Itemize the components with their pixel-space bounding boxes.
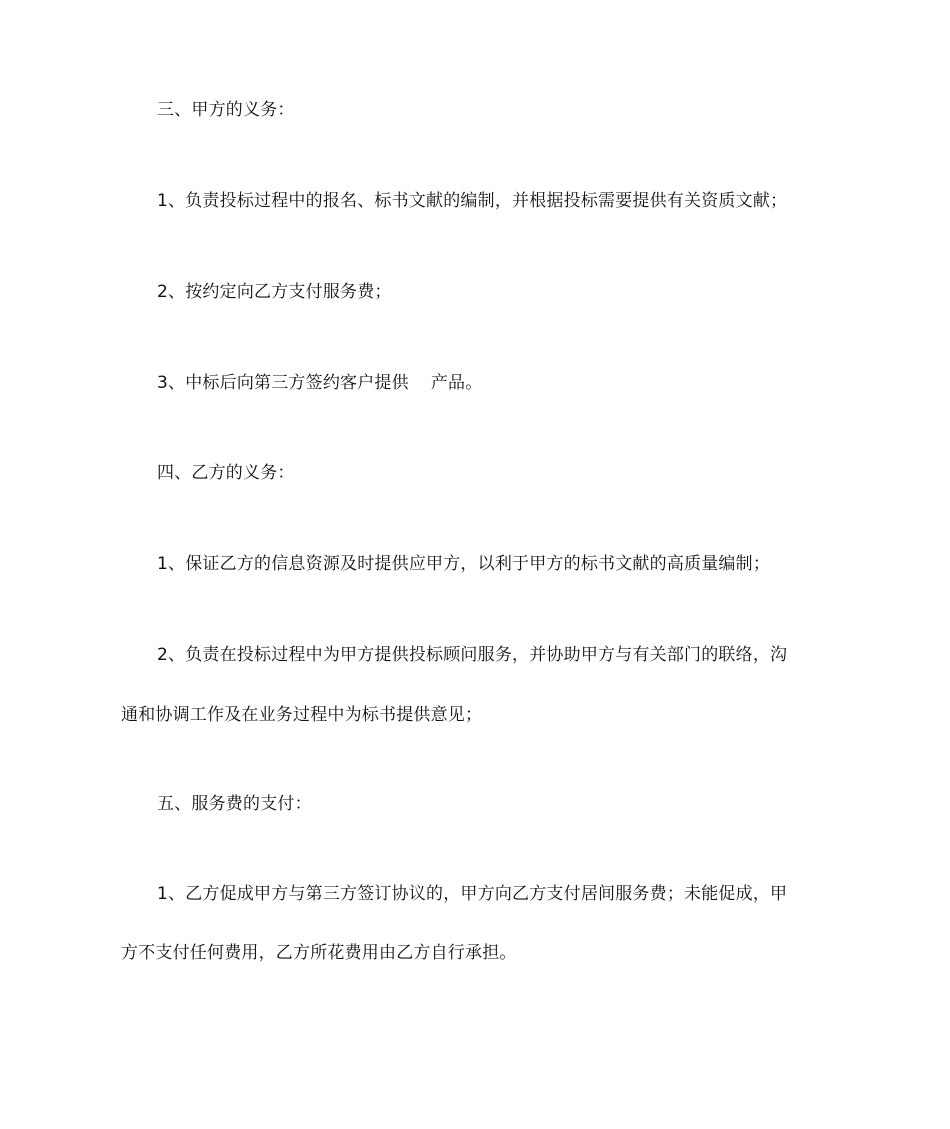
section-4-item-2-line-2: 通和协调工作及在业务过程中为标书提供意见； bbox=[121, 705, 483, 725]
section-3-item-3-text-a: 3、中标后向第三方签约客户提供 bbox=[157, 373, 409, 393]
section-5-item-1-line-1: 1、乙方促成甲方与第三方签订协议的，甲方向乙方支付居间服务费；未能促成，甲 bbox=[157, 884, 788, 904]
section-3-item-3-text-b: 产品。 bbox=[430, 373, 483, 393]
section-4-item-2-line-1: 2、负责在投标过程中为甲方提供投标顾问服务，并协助甲方与有关部门的联络，沟 bbox=[157, 645, 788, 665]
section-3-heading: 三、甲方的义务： bbox=[157, 100, 295, 120]
section-4-item-1: 1、保证乙方的信息资源及时提供应甲方，以利于甲方的标书文献的高质量编制； bbox=[157, 554, 771, 574]
section-3-item-3 bbox=[0, 371, 950, 395]
section-4-heading: 四、乙方的义务： bbox=[157, 463, 295, 483]
section-5-item-1-line-2: 方不支付任何费用，乙方所花费用由乙方自行承担。 bbox=[121, 943, 517, 963]
section-3-item-2: 2、按约定向乙方支付服务费； bbox=[157, 282, 392, 302]
section-3-item-1: 1、负责投标过程中的报名、标书文献的编制，并根据投标需要提供有关资质文献； bbox=[157, 191, 788, 211]
section-5-heading: 五、服务费的支付： bbox=[157, 794, 312, 814]
